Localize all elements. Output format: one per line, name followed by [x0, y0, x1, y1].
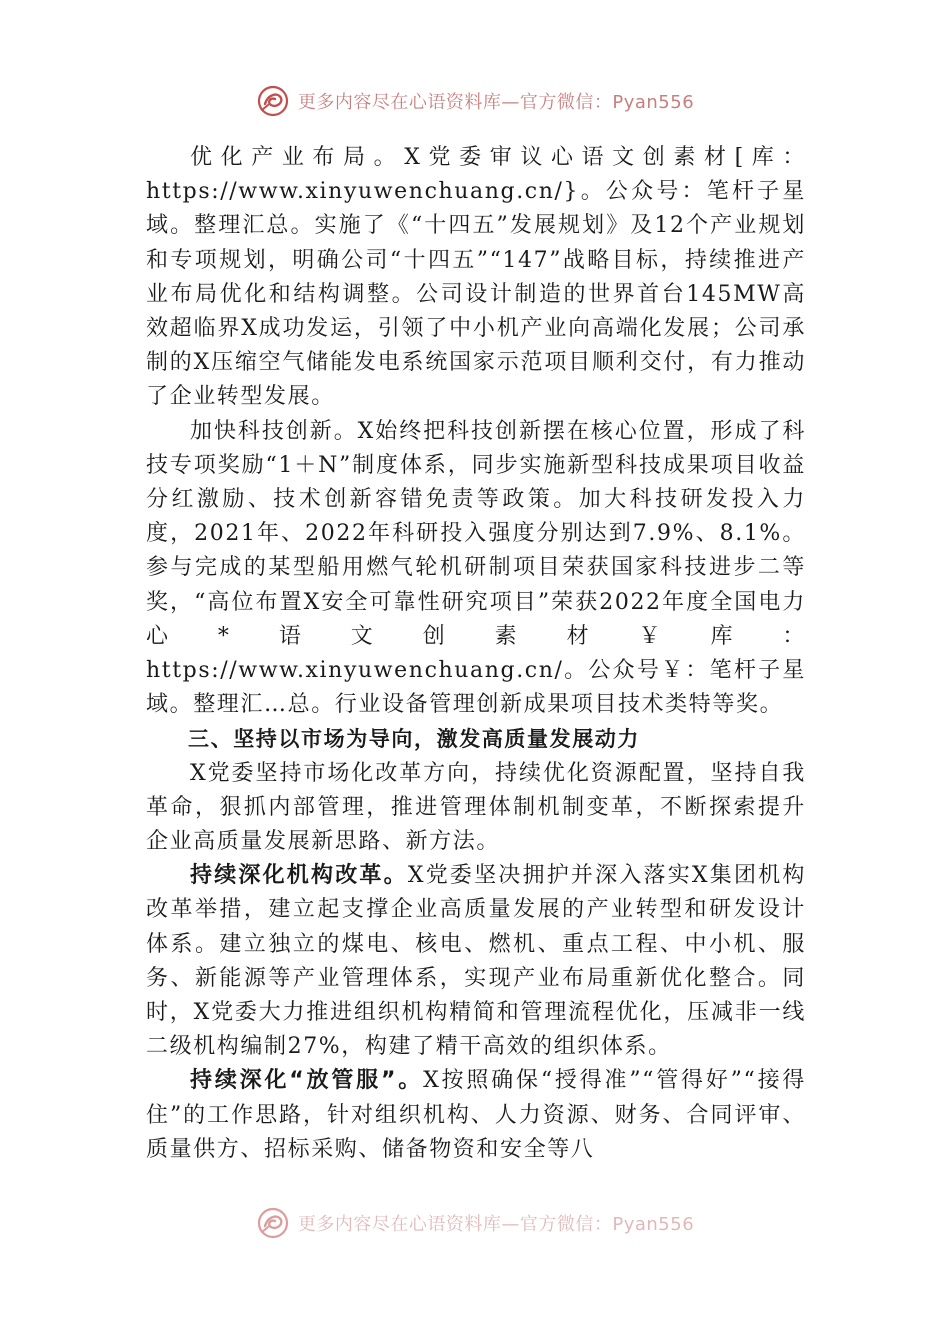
paragraph-org-reform — [146, 859, 806, 1064]
logo-swirl-icon — [256, 84, 290, 118]
watermark-text: 更多内容尽在心语资料库—官方微信：Pyan556 — [297, 1214, 695, 1235]
paragraph-market-reform: X党委坚持市场化改革方向，持续优化资源配置，坚持自我革命，狠抓内部管理，推进管理体制机制变革，不断探索提升企业高质量发展新思路、新方法。 — [146, 760, 806, 855]
watermark-header — [0, 84, 950, 118]
section-heading: 三、坚持以市场为导向，激发高质量发展动力 — [188, 727, 640, 752]
paragraph-text: X党委坚决拥护并深入落实X集团机构改革举措，建立起支撑企业高质量发展的产业转型和研发设计体系。建立独立的煤电、核电、燃机、重点工程、中小机、服务、新能源等产业管理体系，实现产业布局重新优化整合。同时，X党委大力推进组织机构精简和管理流程优化，压减非一线二级机构编制27%，构建了精干高效的组织体系。 — [146, 863, 806, 1060]
lead-phrase: 持续深化“放管服”。 — [190, 1068, 424, 1094]
logo-swirl-icon — [256, 1206, 290, 1240]
paragraph-fangguanfu — [146, 1064, 806, 1167]
document-body — [146, 141, 806, 1167]
paragraph-industry-layout: 优化产业布局。X党委审议心语文创素材[库：https://www.xinyuwenchuang.cn/}。公众号：笔杆子星域。整理汇总。实施了《“十四五”发展规划》及12个产业规划和专项规划，明确公司“十四五”“147”战略目标，持续推进产业布局优化和结构调整。公司设计制造的世界首台145MW高效超临界X成功发运，引领了中小机产业向高端化发展；公司承制的X压缩空气储能发电系统国家示范项目顺利交付，有力推动了企业转型发展。 — [146, 145, 806, 410]
watermark-footer — [0, 1206, 950, 1240]
paragraph-text: X按照确保“授得准”“管得好”“接得住”的工作思路，针对组织机构、人力资源、财务、合同评审、质量供方、招标采购、储备物资和安全等八 — [146, 1068, 807, 1162]
paragraph-tech-innovation: 加快科技创新。X始终把科技创新摆在核心位置，形成了科技专项奖励“1＋N”制度体系，同步实施新型科技成果项目收益分红激励、技术创新容错免责等政策。加大科技研发投入力度，2021年、2022年科研投入强度分别达到7.9%、8.1%。参与完成的某型船用燃气轮机研制项目荣获国家科技进步二等奖，“高位布置X安全可靠性研究项目”荣获2022年度全国电力心*语文创素材￥库：https://www.xinyuwenchuang.cn/。公众号￥：笔杆子星域。整理汇…总。行业设备管理创新成果项目技术类特等奖。 — [146, 418, 806, 718]
watermark-text: 更多内容尽在心语资料库—官方微信：Pyan556 — [297, 92, 695, 113]
lead-phrase: 持续深化机构改革。 — [190, 863, 408, 889]
